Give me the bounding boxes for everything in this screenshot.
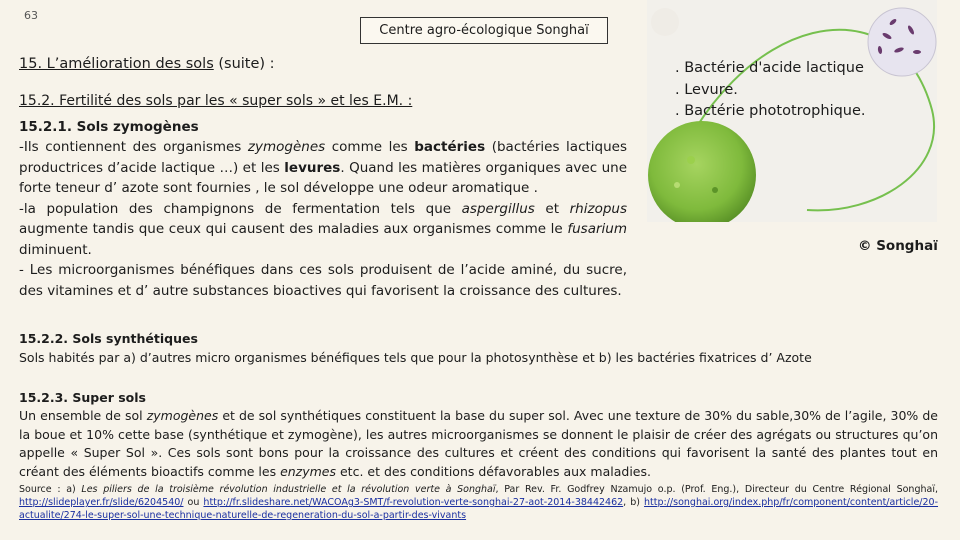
source-text: , Par Rev. Fr. Godfrey Nzamujo o.p. (Prof. Eng.), Directeur du Centre Régional Songhaï,: [495, 484, 938, 495]
source-link-3[interactable]: http://songhai.org/index.php/fr/component/content/article/20-actualite/274-le-super-sol-une-technique-naturelle-de-regeneration-du-sol-a-partir-des-vivants: [19, 497, 939, 521]
green-culture-dish: [648, 121, 756, 222]
bacteria-item: . Bactérie phototrophique.: [675, 103, 866, 119]
super-text: etc. et des conditions défavorables aux maladies.: [336, 463, 651, 479]
zymo-text: -Ils contiennent des organismes: [19, 139, 248, 155]
bacteria-item: . Bactérie d'acide lactique: [675, 60, 864, 76]
super-text: Un ensemble de sol: [19, 408, 147, 423]
super-body: [19, 407, 938, 481]
source-link-2[interactable]: http://fr.slideshare.net/WACOAg3-SMT/f-revolution-verte-songhai-27-aot-2014-38442462: [203, 497, 624, 508]
zymo-text: et: [534, 200, 570, 217]
micrograph-dish: [868, 8, 936, 76]
section-title: [19, 56, 275, 72]
zymo-term: rhizopus: [569, 200, 627, 217]
synth-body: Sols habités par a) d’autres micro organismes bénéfiques tels que pour la photosynthèse et b) les bactéries fixatrices d’ Azote: [19, 350, 812, 365]
source-text: , b): [623, 497, 645, 508]
bacteria-list: [675, 58, 866, 123]
super-title: 15.2.3. Super sols: [19, 390, 146, 405]
zymo-term: bactéries: [414, 139, 486, 155]
small-dish: [651, 8, 679, 36]
zymo-text: augmente tandis que ceux qui causent des maladies aux organismes comme le: [19, 221, 568, 237]
culture-spot: [674, 182, 680, 188]
culture-spot: [687, 156, 695, 164]
page-number: 63: [24, 9, 38, 22]
zymo-paragraph-1: [19, 137, 627, 199]
zymo-term: zymogènes: [247, 139, 326, 155]
header-title: [360, 17, 608, 44]
section-title-suffix: (suite) :: [213, 56, 275, 72]
zymo-body: [19, 137, 627, 301]
synth-title: 15.2.2. Sols synthétiques: [19, 331, 198, 346]
source-book-title: Les piliers de la troisième révolution industrielle et la révolution verte à Songhaï: [81, 484, 496, 495]
zymo-paragraph-2: [19, 199, 627, 261]
zymo-text: comme les: [325, 139, 415, 155]
zymo-paragraph-3: - Les microorganismes bénéfiques dans ces sols produisent de l’acide aminé, du sucre, des vitamines et d’ autre substances bioactives qui favorisent la croissance des cultures.: [19, 262, 627, 299]
super-term: zymogènes: [146, 408, 219, 423]
zymo-term: aspergillus: [461, 200, 535, 217]
super-text: et de sol synthétiques constituent la base du super sol. Avec une texture de 30% du sable,30% de l’agile, 30% de la boue et 10% cette base (synthétique et zymogène), les autres microorganismes se donnent le plaisir de créer des agrégats ou structures qu’on appelle « Super Sol ». Ces sols sont bons pour la croissance des cultures et créent des conditions qui favorisent la santé des plantes tout en créant des éléments bioactifs comme les: [19, 408, 938, 479]
zymo-term: fusarium: [567, 221, 627, 237]
zymo-text: diminuent.: [19, 241, 92, 258]
header-text: Centre agro-écologique Songhaï: [379, 23, 589, 38]
zymo-text: (bactéries lactiques productrices d’acide lactique …) et les: [19, 139, 627, 176]
zymo-text: -la population des champignons de fermentation tels que: [19, 200, 462, 217]
source-text: ou: [183, 497, 204, 508]
zymo-title: 15.2.1. Sols zymogènes: [19, 119, 199, 135]
source-citation: [19, 483, 938, 522]
zymo-term: levures: [284, 159, 341, 176]
culture-spot: [712, 187, 718, 193]
section-title-main: 15. L’amélioration des sols: [19, 56, 214, 72]
subsection-title: 15.2. Fertilité des sols par les « super sols » et les E.M. :: [19, 93, 413, 109]
zymo-text: . Quand les matières organiques avec une forte teneur d’ azote sont fournies , le sol développe une odeur aromatique .: [19, 159, 628, 196]
source-link-1[interactable]: http://slideplayer.fr/slide/6204540/: [19, 497, 184, 508]
source-text: Source : a): [19, 484, 82, 495]
copyright: © Songhaï: [858, 238, 938, 254]
super-term: enzymes: [280, 463, 337, 479]
bacteria-item: . Levure.: [675, 81, 738, 98]
